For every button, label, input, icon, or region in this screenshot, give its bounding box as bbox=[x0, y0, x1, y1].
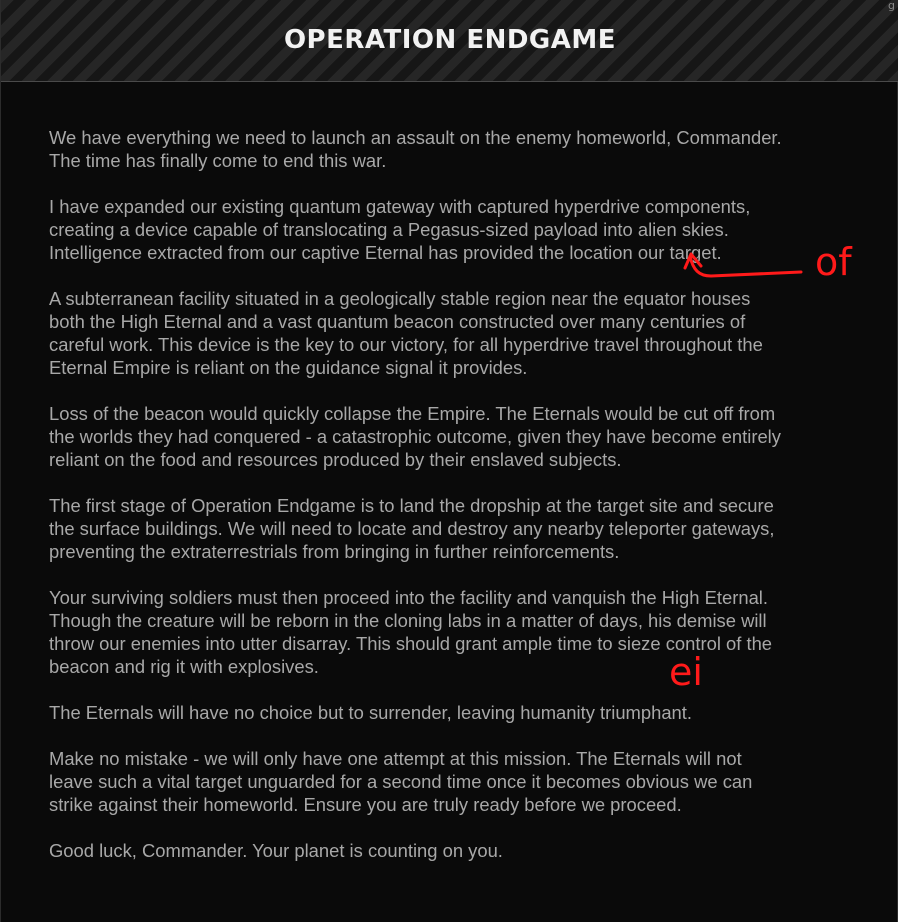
title-bar bbox=[1, 0, 898, 82]
briefing-paragraph: A subterranean facility situated in a geologically stable region near the equator houses both the High Eternal and a vast quantum beacon constructed over many centuries of careful work. This device is the key to our victory, for all hyperdrive travel throughout the Eternal Empire is reliant on the guidance signal it provides. bbox=[49, 288, 763, 378]
window-title: OPERATION ENDGAME bbox=[283, 25, 617, 55]
briefing-paragraph: Loss of the beacon would quickly collapse the Empire. The Eternals would be cut off from the worlds they had conquered - a catastrophic outcome, given they have become entirely reliant on the food and resources produced by their enslaved subjects. bbox=[49, 403, 781, 470]
spelling-correction-annotation: ei bbox=[669, 650, 703, 694]
corner-mark: g bbox=[888, 0, 895, 12]
briefing-paragraph: Make no mistake - we will only have one attempt at this mission. The Eternals will not leave such a vital target unguarded for a second time once it becomes obvious we can strike against their homeworld. Ensure you are truly ready before we proceed. bbox=[49, 748, 753, 815]
briefing-paragraph: The first stage of Operation Endgame is to land the dropship at the target site and secure the surface buildings. We will need to locate and destroy any nearby teleporter gateways, preventing the extraterrestrials from bringing in further reinforcements. bbox=[49, 495, 775, 562]
briefing-paragraph: Your surviving soldiers must then proceed into the facility and vanquish the High Eternal. Though the creature will be reborn in the cloning labs in a matter of days, his demise will throw our enemies into utter disarray. This should grant ample time to sieze control of the beacon and rig it with explosives. bbox=[49, 587, 773, 677]
briefing-paragraph: Good luck, Commander. Your planet is counting on you. bbox=[49, 840, 503, 861]
briefing-text bbox=[49, 126, 869, 885]
briefing-paragraph: The Eternals will have no choice but to surrender, leaving humanity triumphant. bbox=[49, 702, 692, 723]
briefing-paragraph: We have everything we need to launch an assault on the enemy homeworld, Commander. The time has finally come to end this war. bbox=[49, 127, 782, 171]
insert-of-annotation: of bbox=[815, 240, 852, 284]
briefing-paragraph: I have expanded our existing quantum gateway with captured hyperdrive components, creating a device capable of translocating a Pegasus-sized payload into alien skies. Intelligence extracted from our captive Eternal has provided the location our target. bbox=[49, 196, 751, 263]
